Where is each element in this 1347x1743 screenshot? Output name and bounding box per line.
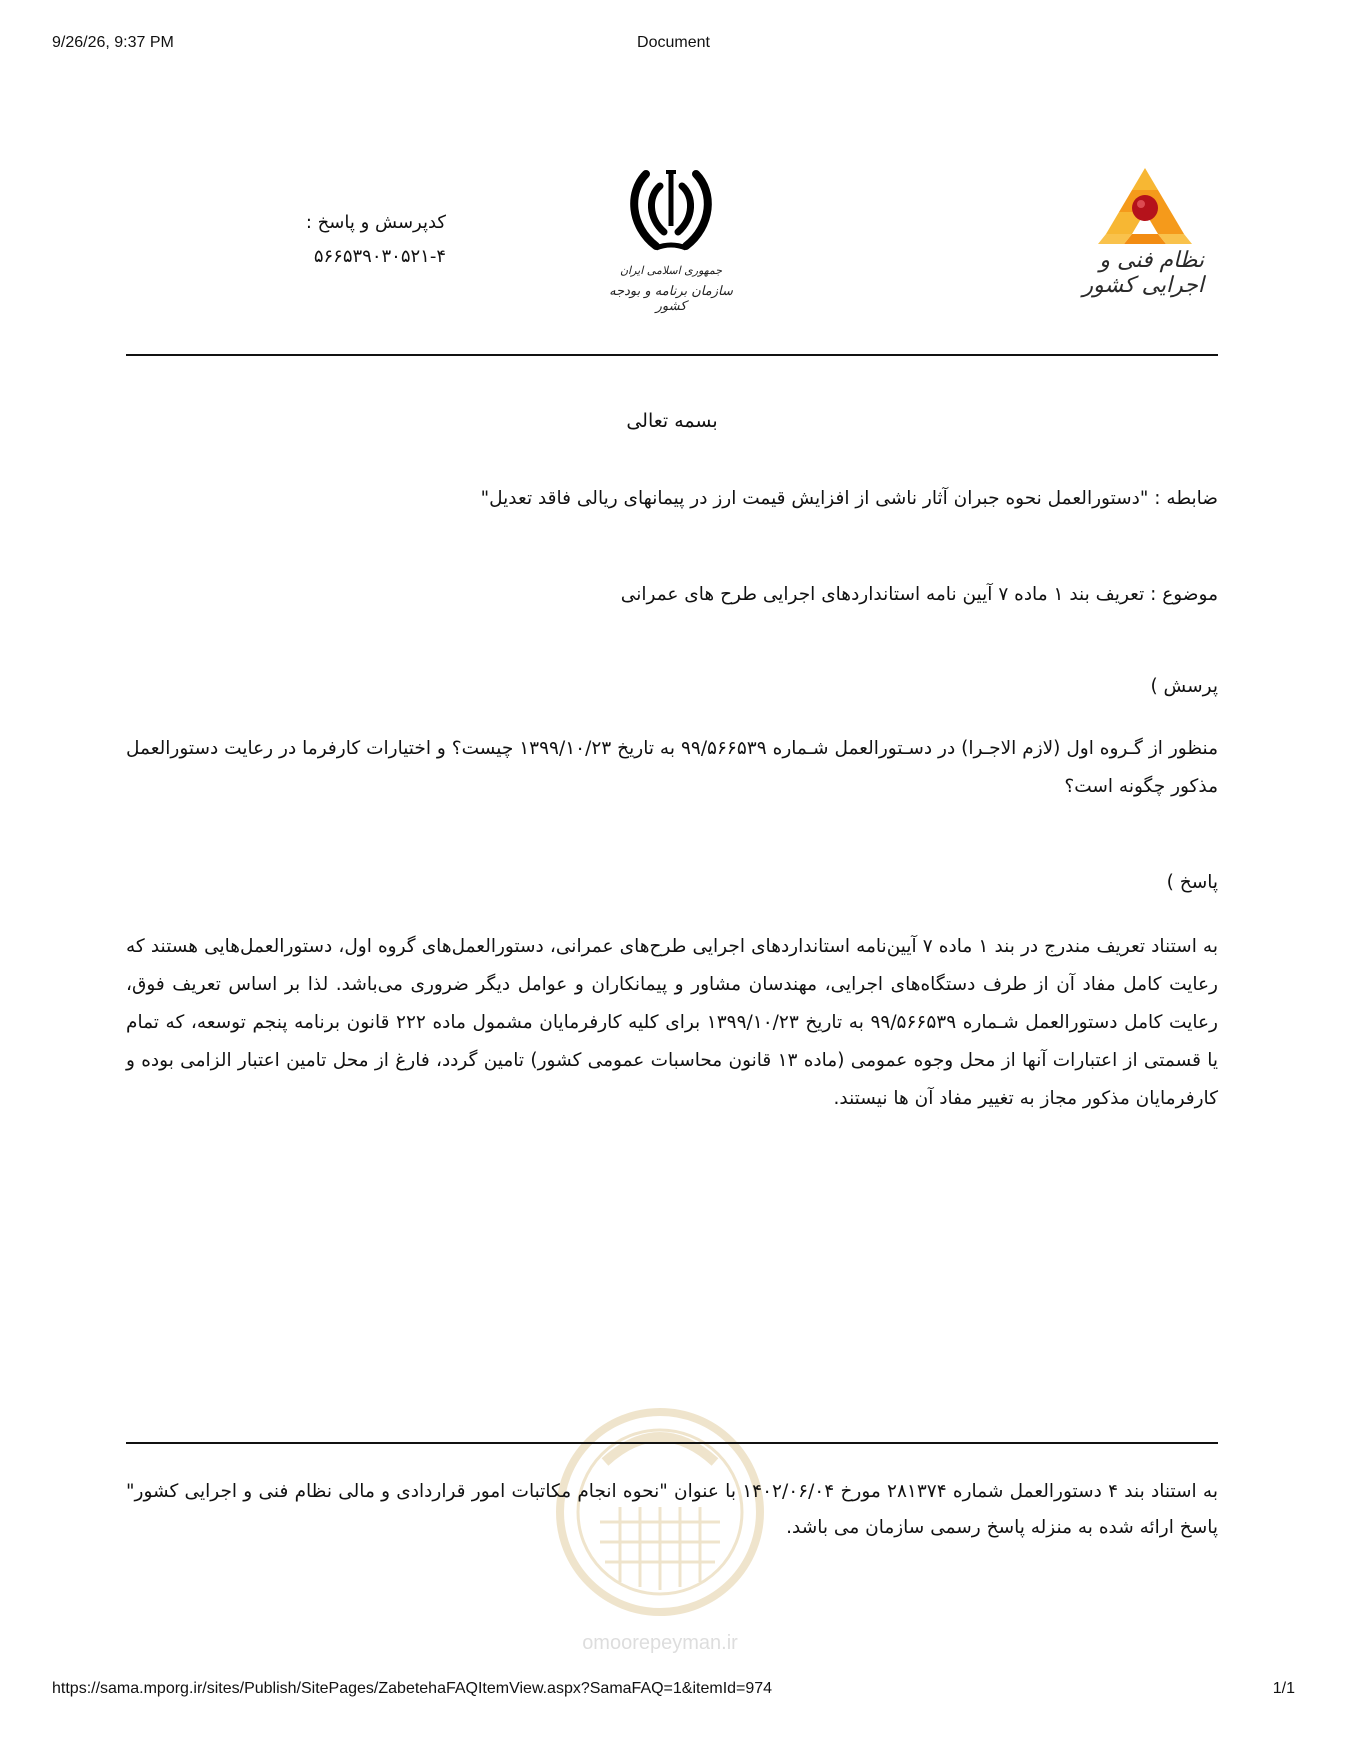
question-text: منظور از گـروه اول (لازم الاجـرا) در دسـتورالعمل شـماره ۹۹/۵۶۶۵۳۹ به تاریخ ۱۳۹۹/۱۰/۲۳ چیست؟ و اختیارات کارفرما در رعایت دستورالعمل مذکور چگونه است؟ — [126, 738, 1218, 797]
letterhead — [126, 150, 1218, 320]
code-label: کدپرسش و پاسخ : — [305, 212, 446, 233]
stacked-triangle-logo-icon — [1086, 166, 1204, 246]
iran-emblem-icon — [626, 164, 716, 260]
question-heading: پرسش ) — [1150, 676, 1218, 697]
bottom-divider — [126, 1442, 1218, 1444]
code-box — [266, 206, 446, 274]
answer-heading: پاسخ ) — [1166, 872, 1218, 893]
code-value: ۵۶۶۵۳۹۰۳۰۵۲۱-۴ — [313, 246, 446, 267]
answer-text: به استناد تعریف مندرج در بند ۱ ماده ۷ آیین‌نامه استانداردهای اجرایی طرح‌های عمرانی، دستورالعمل‌های گروه اول، دستورالعمل‌هایی هستند که رعایت کامل مفاد آن از طرف دستگاه‌های اجرایی، مهندسان مشاور و پیمانکاران و عوامل دیگر ضروری می‌باشد. لذا بر اساس تعریف فوق، رعایت کامل دستورالعمل شـماره ۹۹/۵۶۶۵۳۹ به تاریخ ۱۳۹۹/۱۰/۲۳ برای کلیه کارفرمایان مشمول ماده ۲۲۲ قانون برنامه پنجم توسعه، که تمام یا قسمتی از اعتبارات آنها از محل وجوه عمومی (ماده ۱۳ قانون محاسبات عمومی کشور) تامین گردد، فارغ از محل تامین اعتبار الزامی بوده و کارفرمایان مذکور مجاز به تغییر مفاد آن ها نیستند. — [126, 936, 1219, 1109]
emblem-line1: جمهوری اسلامی ایران — [619, 264, 723, 277]
emblem — [606, 162, 736, 314]
print-title: Document — [637, 34, 710, 51]
subject: موضوع : تعریف بند ۱ ماده ۷ آیین نامه استانداردهای اجرایی طرح های عمرانی — [620, 584, 1218, 605]
print-url: https://sama.mporg.ir/sites/Publish/SitePages/ZabetehaFAQItemView.aspx?SamaFAQ=1&itemId=974 — [52, 1680, 773, 1697]
org-logo — [1082, 166, 1204, 298]
regulation: ضابطه : "دستورالعمل نحوه جبران آثار ناشی از افزایش قیمت ارز در پیمانهای ریالی فاقد تعدیل" — [480, 488, 1218, 509]
footer-note: به استناد بند ۴ دستورالعمل شماره ۲۸۱۳۷۴ مورخ ۱۴۰۲/۰۶/۰۴ با عنوان "نحوه انجام مکاتبات امور قراردادی و مالی نظام فنی و اجرایی کشور" پاسخ ارائه شده به منزله پاسخ رسمی سازمان می باشد. — [126, 1481, 1218, 1538]
org-logo-text: نظام فنی و اجرایی کشور — [1082, 248, 1204, 298]
print-header — [0, 34, 1347, 58]
watermark-site: omoorepeyman.ir — [582, 1632, 738, 1654]
bismillah: بسمه تعالی — [626, 410, 718, 432]
emblem-line2: سازمان برنامه و بودجه کشور — [609, 284, 733, 314]
print-datetime: 9/26/26, 9:37 PM — [52, 34, 174, 51]
print-footer — [0, 1680, 1347, 1704]
print-page-number: 1/1 — [1272, 1680, 1295, 1697]
top-divider — [126, 354, 1218, 356]
